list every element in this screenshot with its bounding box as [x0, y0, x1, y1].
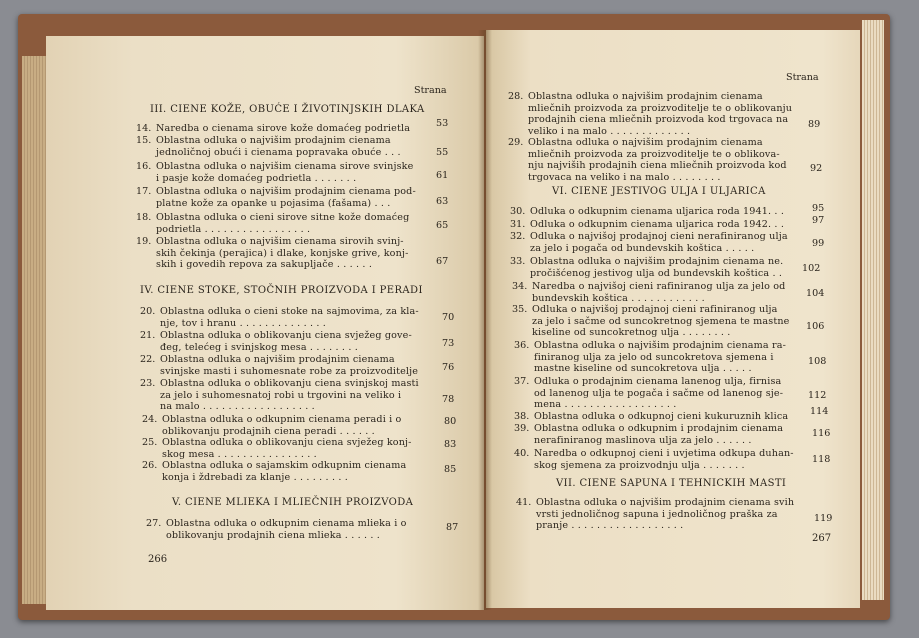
page-number: 80 — [444, 416, 457, 427]
page-number: 104 — [806, 288, 825, 299]
page-number: 70 — [442, 312, 455, 323]
page-number: 85 — [444, 464, 457, 475]
right-page: Strana 28. Oblastna odluka o najvišim prodajnim cienama mliečnih proizvoda za proizvoditelje te o oblikovanju prodajnih ciena mliečnih proizvoda kod trgovaca na veliko i na malo . . . . . . . . . . . . . 89 29. Oblastna odluka o najvišim prodajnim cienama mliečnih proizvoda za proizvoditelje te o oblikova- nju najviših prodajnih ciena mliečnih proizvoda kod trgovaca na veliko i na malo . . . . . . . . 92 VI. CIENE JESTIVOG ULJA I ULJARICA 30. Odluka o odkupnim cienama uljarica roda 1941. . . 95 31. Odluka o odkupnim cienama uljarica roda 1942. . . 97 32. Odluka o najvišoj prodajnoj cieni nerafiniranog ulja za jelo i pogača od bundevskih koštica . . . . . 99 33. Oblastna odluka o najvišim prodajnim cienama ne. pročišćenog jestivog ulja od bundevskih koštica . . 102 34. Naredba o najvišoj cieni rafiniranog ulja za jelo od bundevskih koštica . . . . . . . . . . . . 104 35. Odluka o najvišoj prodajnoj cieni rafiniranog ulja za jelo i sačme od suncokretnog sjemena te mastne kiseline od suncokretnog ulja . . . . . . . . 106 36. Oblastna odluka o najvišim prodajnim cienama ra- finiranog ulja za jelo od suncokretova sjemena i mastne kiseline od suncokretova ulja . . . . . 108 37. Odluka o prodajnim cienama lanenog ulja, firnisa od lanenog ulja te pogača i sačme od lanenog sje- mena . . . . . . . . . . . . . . . . . . 112 38. Oblastna odluka o odkupnoj cieni kukuruznih klica 114 39. Oblastna odluka o odkupnim i prodajnim cienama nerafiniranog maslinova ulja za jelo . . . . . . 116 40. Naredba o odkupnoj cieni i uvjetima odkupa duhan- skog sjemena za proizvodnju ulja . . . . . . . 118 VII. CIENE SAPUNA I TEHNICKIH MASTI 41. Oblastna odluka o najvišim prodajnim cienama svih vrsti jednoličnog sapuna i jednoličnog praška za pranje . . . . . . . . . . . . . . . . . . 119 267 — [486, 30, 860, 608]
page-number: 76 — [442, 362, 455, 373]
strana-label: Strana — [414, 85, 447, 96]
section-heading: III. CIENE KOŽE, OBUĆE I ŽIVOTINJSKIH DLAKA — [150, 104, 425, 115]
page-number: 97 — [812, 215, 825, 226]
section-heading: VI. CIENE JESTIVOG ULJA I ULJARICA — [552, 186, 766, 197]
page-number: 106 — [806, 321, 825, 332]
page-number: 102 — [802, 263, 821, 274]
page-number: 119 — [814, 513, 833, 524]
page-number: 99 — [812, 238, 825, 249]
page-number: 65 — [436, 220, 449, 231]
page-number: 89 — [808, 119, 821, 130]
section-heading: V. CIENE MLIEKA I MLIEČNIH PROIZVODA — [172, 497, 414, 508]
page-number: 53 — [436, 118, 449, 129]
page-number: 114 — [810, 406, 829, 417]
page-number: 92 — [810, 163, 823, 174]
page-block-edge-right — [862, 20, 884, 600]
page-number: 63 — [436, 196, 449, 207]
page-number: 83 — [444, 439, 457, 450]
page-number: 61 — [436, 170, 449, 181]
page-number: 87 — [446, 522, 459, 533]
section-heading: IV. CIENE STOKE, STOČNIH PROIZVODA I PERADI — [140, 285, 423, 296]
page-number: 118 — [812, 454, 831, 465]
page-number: 112 — [808, 390, 827, 401]
section-heading: VII. CIENE SAPUNA I TEHNICKIH MASTI — [556, 478, 787, 489]
page-number: 67 — [436, 256, 449, 267]
page-number: 116 — [812, 428, 831, 439]
page-number: 108 — [808, 356, 827, 367]
page-number: 55 — [436, 147, 449, 158]
page-number: 95 — [812, 203, 825, 214]
left-page: Strana III. CIENE KOŽE, OBUĆE I ŽIVOTINJSKIH DLAKA 14. Naredba o cienama sirove kože domaćeg podrietla 53 15. Oblastna odluka o najvišim prodajnim cienama jednoličnoj obući i cienama popravaka obuće . . . 55 16. Oblastna odluka o najvišim cienama sirove svinjske i pasje kože domaćeg podrietla . . . . . . . 61 17. Oblastna odluka o najvišim prodajnim cienama pod- platne kože za opanke u pojasima (fašama) . . . 63 18. Oblastna odluka o cieni sirove sitne kože domaćeg podrietla . . . . . . . . . . . . . . . . . 65 19. Oblastna odluka o najvišim cienama sirovih svinj- skih čekinja (perajica) i dlake, konjske grive, konj- skih i govedih repova za sakupljače . . . . . . 67 IV. CIENE STOKE, STOČNIH PROIZVODA I PERADI 20. Oblastna odluka o cieni stoke na sajmovima, za kla- nje, tov i hranu . . . . . . . . . . . . . . 70 21. Oblastna odluka o oblikovanju ciena svježeg gove- đeg, telećeg i svinjskog mesa . . . . . . . . 73 22. Oblastna odluka o najvišim prodajnim cienama svinjske masti i suhomesnate robe za proizvoditelje 76 23. Oblastna odluka o oblikovanju ciena svinjskoj masti za jelo i suhomesnatoj robi u trgovini na veliko i na malo . . . . . . . . . . . . . . . . . . 78 24. Oblastna odluka o odkupnim cienama peradi i o oblikovanju prodajnih ciena peradi . . . . . . 80 25. Oblastna odluka o oblikovanju ciena svježeg konj- skog mesa . . . . . . . . . . . . . . . . 83 26. Oblastna odluka o sajamskim odkupnim cienama konja i ždrebadi za klanje . . . . . . . . . 85 V. CIENE MLIEKA I MLIEČNIH PROIZVODA 27. Oblastna odluka o odkupnim cienama mlieka i o oblikovanju prodajnih ciena mlieka . . . . . . 87 266 — [46, 36, 484, 610]
book-gutter — [478, 30, 492, 610]
page-folio: 267 — [812, 533, 832, 544]
strana-label: Strana — [786, 72, 819, 83]
page-number: 78 — [442, 394, 455, 405]
page-folio: 266 — [148, 554, 168, 565]
page-number: 73 — [442, 338, 455, 349]
